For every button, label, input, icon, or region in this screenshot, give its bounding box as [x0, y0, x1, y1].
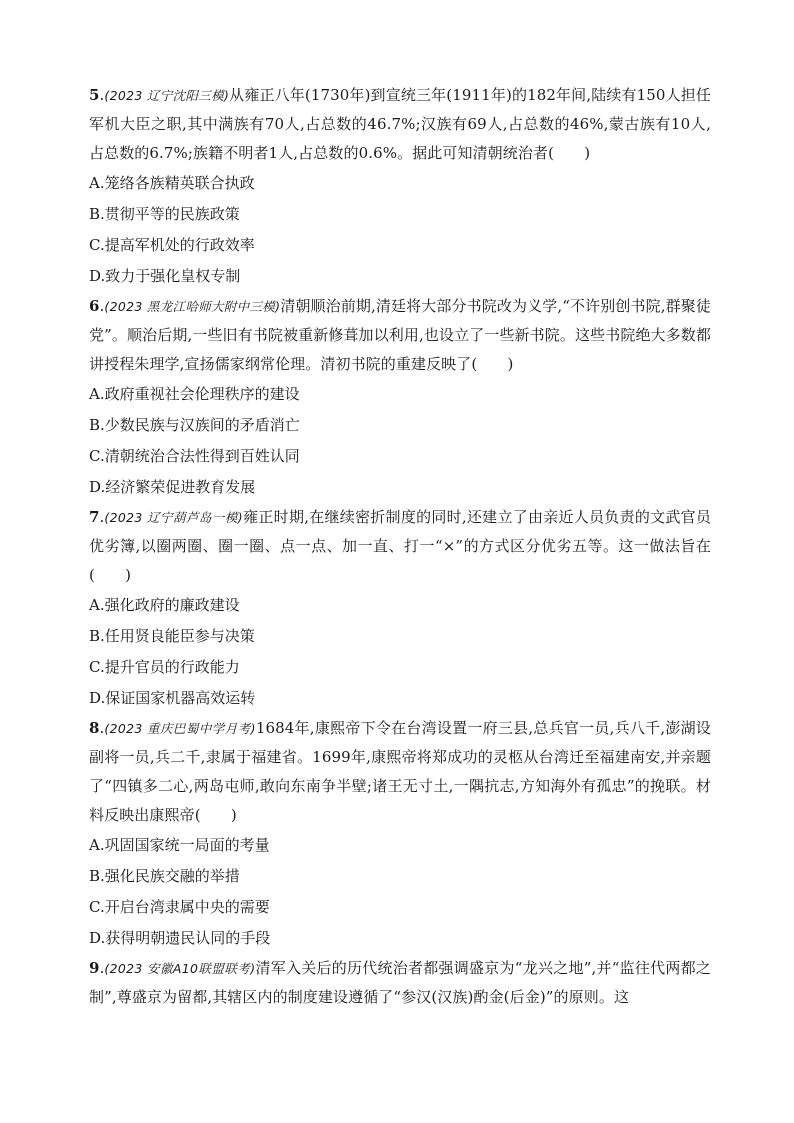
option-a: A.强化政府的廉政建设 — [89, 596, 240, 614]
option-c: C.开启台湾隶属中央的需要 — [89, 898, 270, 916]
question-text: 雍正时期,在继续密折制度的同时,还建立了由亲近人员负责的文武官员优劣簿,以圈两圈、圈一圈、点一点、加一直、打一“×”的方式区分优劣五等。这一做法旨在( ) — [89, 508, 711, 584]
question-stem: 9.(2023 安徽A10联盟联考)清军入关后的历代统治者都强调盛京为“龙兴之地”,并“监往代两都之制”,尊盛京为留都,其辖区内的制度建设遵循了“参汉(汉族)酌金(后金)”的原则。这 — [89, 959, 711, 1006]
question-number: 9 — [89, 959, 100, 977]
question-text: 清军入关后的历代统治者都强调盛京为“龙兴之地”,并“监往代两都之制”,尊盛京为留都,其辖区内的制度建设遵循了“参汉(汉族)酌金(后金)”的原则。这 — [89, 959, 711, 1006]
question-stem: 8.(2023 重庆巴蜀中学月考)1684年,康熙帝下令在台湾设置一府三县,总兵官一员,兵八千,澎湖设副将一员,兵二千,隶属于福建省。1699年,康熙帝将郑成功的灵柩从台湾迁至福建南安,并亲题了“四镇多二心,两岛屯师,敢向东南争半壁;诸王无寸土,一隅抗志,方知海外有孤忠”的挽联。材料反映出康熙帝( ) — [89, 719, 711, 824]
question-number: 5 — [89, 86, 100, 104]
question-text: 清朝顺治前期,清廷将大部分书院改为义学,“不许别创书院,群聚徒党”。顺治后期,一些旧有书院被重新修葺加以利用,也设立了一些新书院。这些书院绝大多数都讲授程朱理学,宣扬儒家纲常伦理。清初书院的重建反映了( ) — [89, 297, 712, 373]
question-source: (2023 黑龙江哈师大附中三模) — [104, 299, 281, 314]
option-list — [89, 830, 711, 954]
option-c: C.提高军机处的行政效率 — [89, 236, 255, 254]
option-a: A.政府重视社会伦理秩序的建设 — [89, 385, 300, 403]
question-source: (2023 辽宁葫芦岛一模) — [104, 510, 243, 525]
option-d: D.致力于强化皇权专制 — [89, 267, 241, 285]
question-source: (2023 辽宁沈阳三模) — [104, 88, 230, 103]
question-number: 7 — [89, 508, 100, 526]
option-list — [89, 590, 711, 714]
option-list — [89, 168, 711, 292]
question-5 — [89, 81, 711, 292]
option-list — [89, 379, 711, 503]
question-stem: 5.(2023 辽宁沈阳三模)从雍正八年(1730年)到宣统三年(1911年)的182年间,陆续有150人担任军机大臣之职,其中满族有70人,占总数的46.7%;汉族有69人,占总数的46%,蒙古族有10人,占总数的6.7%;族籍不明者1人,占总数的0.6%。据此可知清朝统治者( ) — [89, 86, 711, 162]
option-b: B.贯彻平等的民族政策 — [89, 205, 240, 223]
question-6 — [89, 292, 711, 503]
question-page — [89, 81, 711, 1012]
option-b: B.少数民族与汉族间的矛盾消亡 — [89, 416, 300, 434]
question-source: (2023 重庆巴蜀中学月考) — [104, 721, 256, 736]
question-stem: 7.(2023 辽宁葫芦岛一模)雍正时期,在继续密折制度的同时,还建立了由亲近人员负责的文武官员优劣簿,以圈两圈、圈一圈、点一点、加一直、打一“×”的方式区分优劣五等。这一做法旨在( ) — [89, 508, 711, 584]
question-9 — [89, 954, 711, 1012]
option-a: A.巩固国家统一局面的考量 — [89, 836, 270, 854]
option-d: D.获得明朝遗民认同的手段 — [89, 929, 271, 947]
question-source: (2023 安徽A10联盟联考) — [104, 961, 256, 976]
option-c: C.清朝统治合法性得到百姓认同 — [89, 447, 300, 465]
option-d: D.保证国家机器高效运转 — [89, 689, 256, 707]
option-b: B.强化民族交融的举措 — [89, 867, 240, 885]
option-a: A.笼络各族精英联合执政 — [89, 174, 255, 192]
question-8 — [89, 714, 711, 954]
option-d: D.经济繁荣促进教育发展 — [89, 478, 256, 496]
question-text: 从雍正八年(1730年)到宣统三年(1911年)的182年间,陆续有150人担任军机大臣之职,其中满族有70人,占总数的46.7%;汉族有69人,占总数的46%,蒙古族有10人,占总数的6.7%;族籍不明者1人,占总数的0.6%。据此可知清朝统治者( ) — [89, 86, 711, 162]
question-number: 8 — [89, 719, 100, 737]
option-c: C.提升官员的行政能力 — [89, 658, 240, 676]
question-number: 6 — [89, 297, 100, 315]
option-b: B.任用贤良能臣参与决策 — [89, 627, 255, 645]
question-text: 1684年,康熙帝下令在台湾设置一府三县,总兵官一员,兵八千,澎湖设副将一员,兵二千,隶属于福建省。1699年,康熙帝将郑成功的灵柩从台湾迁至福建南安,并亲题了“四镇多二心,两岛屯师,敢向东南争半壁;诸王无寸土,一隅抗志,方知海外有孤忠”的挽联。材料反映出康熙帝( ) — [89, 719, 711, 824]
question-stem: 6.(2023 黑龙江哈师大附中三模)清朝顺治前期,清廷将大部分书院改为义学,“不许别创书院,群聚徒党”。顺治后期,一些旧有书院被重新修葺加以利用,也设立了一些新书院。这些书院绝大多数都讲授程朱理学,宣扬儒家纲常伦理。清初书院的重建反映了( ) — [89, 297, 712, 373]
question-7 — [89, 503, 711, 714]
